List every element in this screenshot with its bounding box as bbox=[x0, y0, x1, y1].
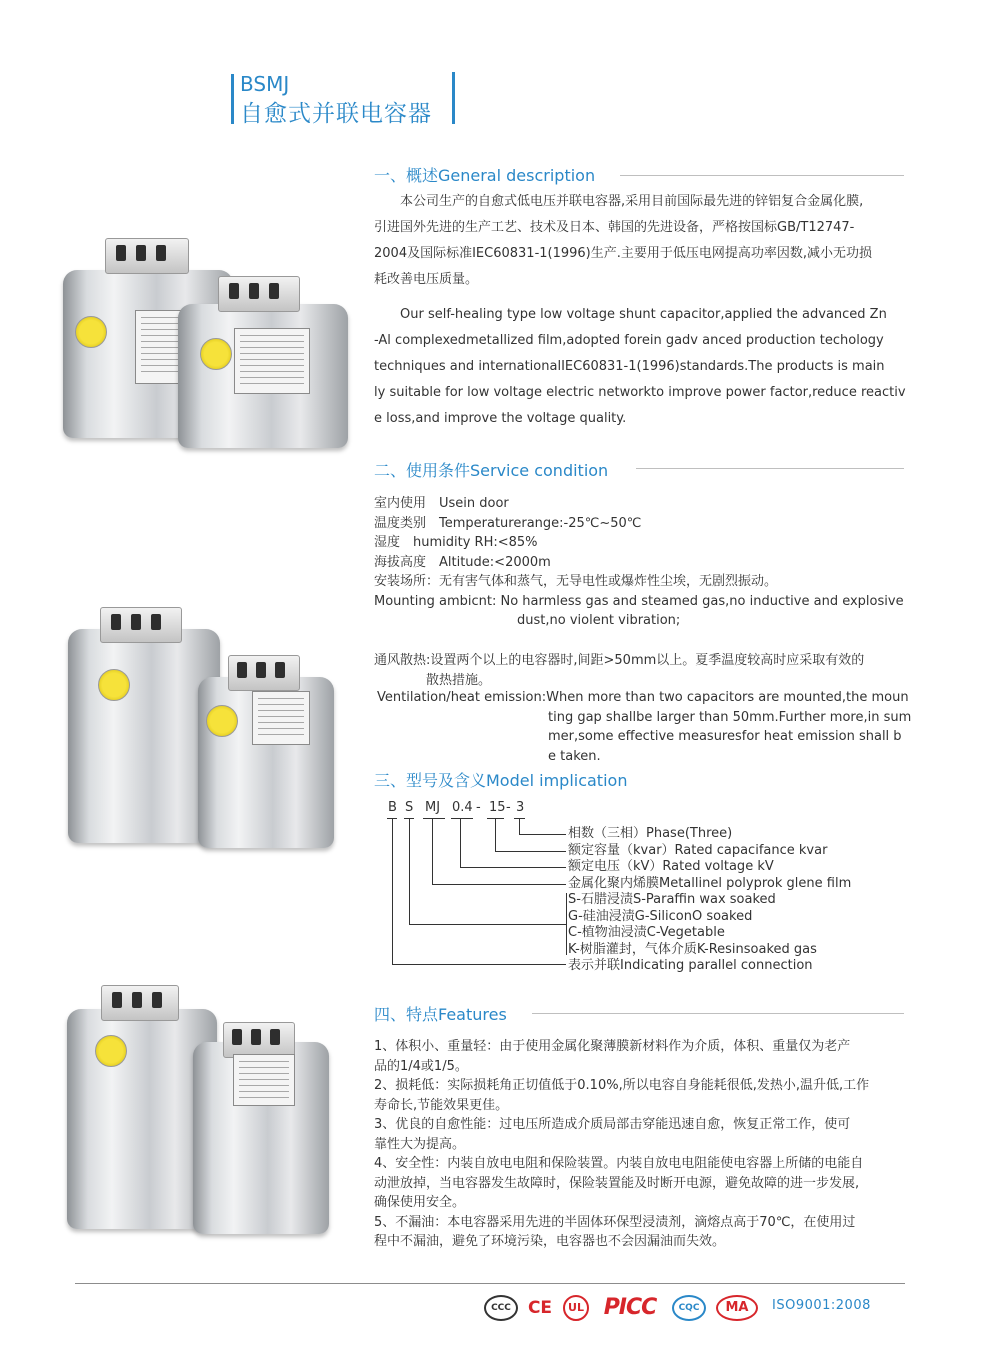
connector-capacity-v bbox=[495, 819, 496, 851]
section-divider bbox=[532, 1013, 904, 1014]
connector-parallel-v bbox=[392, 819, 393, 964]
model-legend bbox=[568, 826, 851, 975]
legend-resin: K-树脂灌封，气体介质K-Resinsoaked gas bbox=[568, 941, 817, 957]
connector-film-h bbox=[432, 884, 566, 885]
text-line: e taken. bbox=[548, 748, 601, 764]
iso-certification: ISO9001:2008 bbox=[772, 1298, 871, 1313]
capacitor-image-1b bbox=[178, 276, 348, 448]
condition-mounting-cn: 安装场所：无有害气体和蒸气，无导电性或爆炸性尘埃，无剧烈振动。 bbox=[374, 574, 778, 589]
feature-line: 2、损耗低：实际损耗角正切值低于0.10%,所以电容自身能耗很低,发热小,温升低,工作 bbox=[374, 1078, 870, 1093]
header-right-bar bbox=[452, 72, 455, 124]
ul-logo-icon: UL bbox=[563, 1295, 589, 1321]
condition-altitude: 海拔高度 Altitude:<2000m bbox=[374, 554, 551, 570]
feature-line: 3、优良的自愈性能：过电压所造成介质局部击穿能迅速自愈，恢复正常工作，使可 bbox=[374, 1117, 851, 1132]
connector-phase-h bbox=[519, 834, 566, 835]
service-conditions bbox=[374, 494, 904, 631]
feature-line: 靠性大为提高。 bbox=[374, 1136, 466, 1152]
ventilation-en bbox=[377, 688, 911, 766]
text-line: ly suitable for low voltage electric networkto improve power factor,reduce reactiv bbox=[374, 385, 906, 400]
model-code-S: S bbox=[405, 800, 414, 815]
cqc-logo-icon: CQC bbox=[672, 1295, 706, 1321]
section-service-title: 二、使用条件Service condition bbox=[374, 461, 609, 480]
condition-humidity: 湿度 humidity RH:<85% bbox=[374, 535, 538, 550]
footer-divider bbox=[75, 1283, 905, 1284]
text-line: ting gap shallbe larger than 50mm.Further more,in sum bbox=[548, 709, 912, 725]
text-line: 本公司生产的自愈式低电压并联电容器,采用目前国际最先进的锌铝复合金属化膜, bbox=[374, 194, 864, 209]
text-line: 引进国外先进的生产工艺、技术及日本、韩国的先进设备，严格按国标GB/T12747- bbox=[374, 220, 855, 235]
general-description-en bbox=[374, 302, 914, 432]
code-underline bbox=[423, 818, 445, 819]
model-code-phase: 3 bbox=[516, 800, 525, 815]
text-line: 2004及国际标准IEC60831-1(1996)生产.主要用于低压电网提高功率因数,减小无功损 bbox=[374, 246, 873, 261]
legend-phase: 相数（三相）Phase(Three) bbox=[568, 826, 733, 841]
model-code-dash: - bbox=[476, 800, 481, 815]
text-line: mer,some effective measuresfor heat emission shall b bbox=[548, 729, 902, 744]
feature-line: 5、不漏油：本电容器采用先进的半固体环保型浸渍剂，滴熔点高于70℃，在使用过 bbox=[374, 1214, 856, 1230]
legend-vegetable: C-植物油浸渍C-Vegetable bbox=[568, 925, 725, 940]
section-model-title: 三、型号及含义Model implication bbox=[374, 771, 628, 790]
feature-line: 寿命长,节能效果更佳。 bbox=[374, 1097, 509, 1113]
text-line: 通风散热:设置两个以上的电容器时,间距>50mm以上。夏季温度较高时应采取有效的 bbox=[374, 653, 865, 668]
feature-line: 程中不漏油，避免了环境污染，电容器也不会因漏油而失效。 bbox=[374, 1234, 726, 1249]
connector-phase-v bbox=[519, 819, 520, 834]
general-description-cn bbox=[374, 189, 914, 293]
legend-film: 金属化聚内烯膜Metallinel polyprok glene film bbox=[568, 875, 852, 891]
feature-line: 4、安全性：内装自放电电阻和保险装置。内装自放电电阻能使电容器上所储的电能自 bbox=[374, 1156, 864, 1171]
feature-line: 确保使用安全。 bbox=[374, 1195, 466, 1210]
connector-voltage-v bbox=[460, 819, 461, 867]
feature-line: 品的1/4或1/5。 bbox=[374, 1058, 468, 1074]
page-title: 自愈式并联电容器 bbox=[240, 101, 432, 127]
features-list bbox=[374, 1037, 869, 1252]
text-line: techniques and internationalIEC60831-1(1996)standards.The products is main bbox=[374, 359, 885, 374]
text-line: Ventilation/heat emission:When more than two capacitors are mounted,the moun bbox=[377, 690, 909, 705]
legend-parallel: 表示并联Indicating parallel connection bbox=[568, 958, 813, 973]
condition-mounting-en-cont: dust,no violent vibration; bbox=[374, 613, 681, 628]
model-code-heading: BSMJ bbox=[240, 72, 290, 96]
connector-voltage-h bbox=[460, 867, 566, 868]
section-general-title: 一、概述General description bbox=[374, 166, 596, 185]
text-line: Our self-healing type low voltage shunt capacitor,applied the advanced Zn bbox=[374, 307, 887, 322]
text-line: e loss,and improve the voltage quality. bbox=[374, 411, 627, 426]
text-line: 散热措施。 bbox=[374, 672, 492, 688]
model-code-MJ: MJ bbox=[425, 800, 441, 815]
cma-logo-icon: MA bbox=[716, 1295, 758, 1321]
ce-logo-icon: CE bbox=[527, 1298, 553, 1318]
condition-mounting-en: Mounting ambicnt: No harmless gas and steamed gas,no inductive and explosive bbox=[374, 593, 904, 609]
header-left-bar bbox=[231, 74, 234, 124]
section-features-title: 四、特点Features bbox=[374, 1005, 507, 1024]
section-divider bbox=[636, 468, 904, 469]
feature-line: 1、体积小、重量轻：由于使用金属化聚薄膜新材料作为介质，体积、重量仅为老产 bbox=[374, 1039, 851, 1054]
text-line: -Al complexedmetallized film,adopted forein gadv anced production techology bbox=[374, 333, 884, 348]
code-underline bbox=[451, 818, 473, 819]
picc-logo-icon: PICC bbox=[603, 1295, 657, 1320]
capacitor-image-2b bbox=[198, 655, 334, 848]
ventilation-cn bbox=[374, 651, 864, 690]
text-line: 耗改善电压质量。 bbox=[374, 272, 479, 287]
connector-capacity-h bbox=[495, 851, 566, 852]
feature-line: 动泄放掉，当电容器发生故障时，保险装置能及时断开电源，避免故障的进一步发展, bbox=[374, 1175, 860, 1191]
section-divider bbox=[620, 175, 904, 176]
capacitor-image-3b bbox=[193, 1022, 329, 1234]
legend-silicone: G-硅油浸渍G-SiliconO soaked bbox=[568, 908, 753, 924]
legend-voltage: 额定电压（kV）Rated voltage kV bbox=[568, 859, 774, 874]
model-code-voltage: 0.4 bbox=[452, 800, 473, 815]
ccc-logo-icon: CCC bbox=[484, 1295, 518, 1321]
connector-impreg-v bbox=[409, 819, 410, 924]
legend-paraffin: S-石腊浸渍S-Paraffin wax soaked bbox=[568, 892, 776, 907]
model-code-capacity: 15 bbox=[489, 800, 506, 815]
connector-film-v bbox=[432, 819, 433, 884]
condition-temperature: 温度类别 Temperaturerange:-25℃~50℃ bbox=[374, 515, 642, 531]
connector-parallel-h bbox=[392, 964, 566, 965]
condition-indoor: 室内使用 Usein door bbox=[374, 496, 509, 511]
legend-capacity: 额定容量（kvar）Rated capacifance kvar bbox=[568, 842, 828, 858]
connector-impreg-h bbox=[409, 924, 566, 925]
model-code-dash: - bbox=[506, 800, 511, 815]
connector-bracket bbox=[566, 893, 567, 955]
model-code-B: B bbox=[388, 800, 397, 815]
